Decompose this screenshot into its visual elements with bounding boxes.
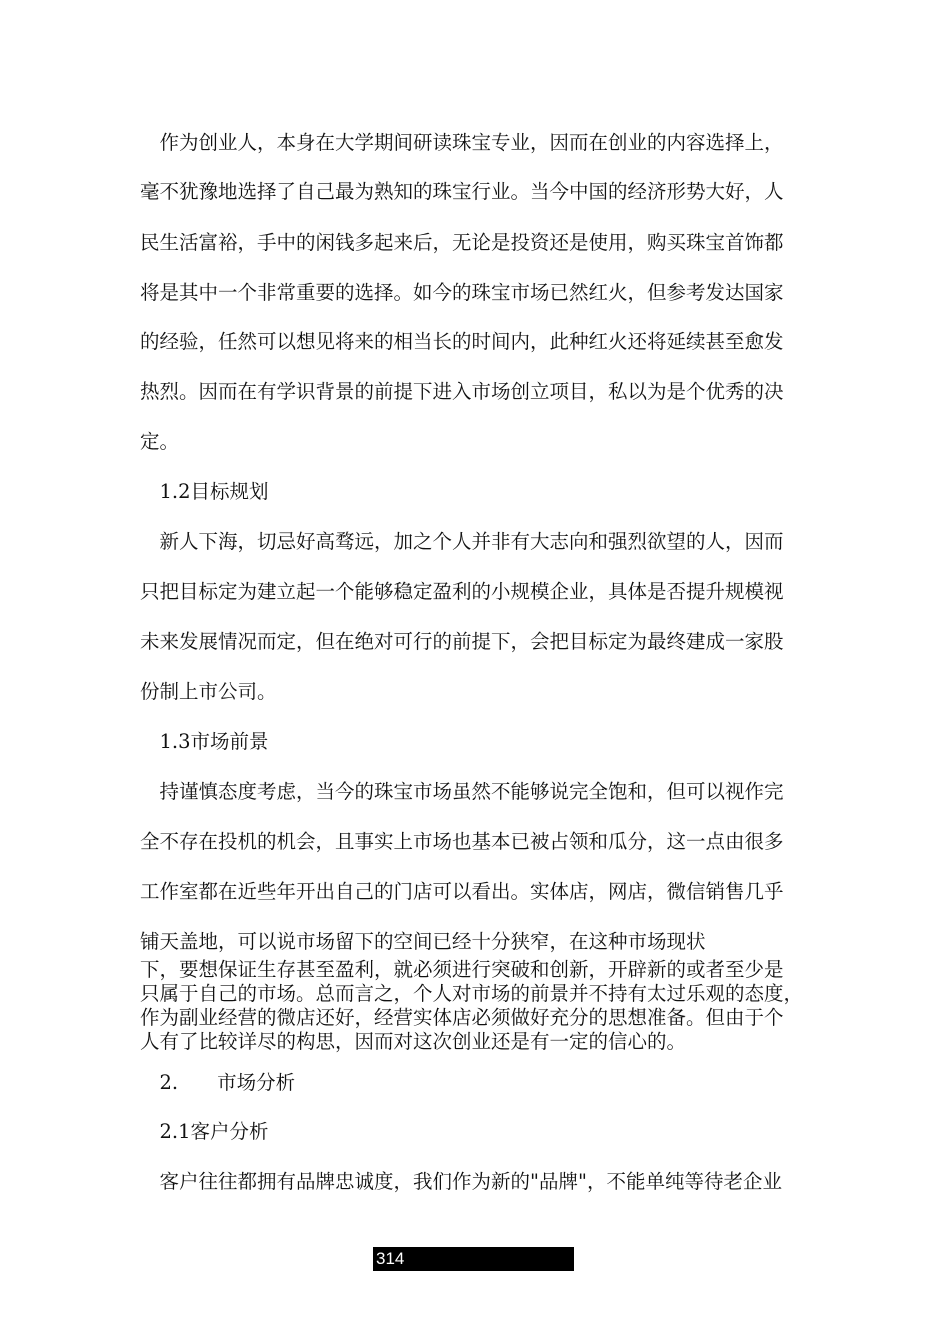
text-line: 全不存在投机的机会，且事实上市场也基本已被占领和瓜分，这一点由很多 (140, 830, 784, 853)
text-line: 定。 (140, 430, 180, 453)
text-line: 将是其中一个非常重要的选择。如今的珠宝市场已然红火，但参考发达国家 (140, 281, 784, 304)
page-number-bar (373, 1247, 574, 1271)
text-line: 持谨慎态度考虑，当今的珠宝市场虽然不能够说完全饱和，但可以视作完 (140, 780, 784, 803)
text-line: 客户往往都拥有品牌忠诚度，我们作为新的"品牌"，不能单纯等待老企业 (140, 1170, 782, 1193)
text-line: 铺天盖地，可以说市场留下的空间已经十分狭窄，在这种市场现状 (140, 930, 706, 953)
text-line: 民生活富裕，手中的闲钱多起来后，无论是投资还是使用，购买珠宝首饰都 (140, 231, 784, 254)
text-line: 新人下海，切忌好高骛远，加之个人并非有大志向和强烈欲望的人，因而 (140, 530, 784, 553)
text-line: 毫不犹豫地选择了自己最为熟知的珠宝行业。当今中国的经济形势大好，人 (140, 180, 784, 203)
text-line: 热烈。因而在有学识背景的前提下进入市场创立项目，私以为是个优秀的决 (140, 380, 784, 403)
text-line: 作为创业人，本身在大学期间研读珠宝专业，因而在创业的内容选择上， (140, 131, 784, 154)
text-line: 未来发展情况而定，但在绝对可行的前提下，会把目标定为最终建成一家股 (140, 630, 784, 653)
text-line: 份制上市公司。 (140, 680, 277, 703)
section-heading: 1.2目标规划 (140, 480, 269, 503)
text-line: 工作室都在近些年开出自己的门店可以看出。实体店，网店，微信销售几乎 (140, 880, 784, 903)
text-line: 只属于自己的市场。总而言之，个人对市场的前景并不持有太过乐观的态度， (140, 982, 804, 1005)
text-line: 作为副业经营的微店还好，经营实体店必须做好充分的思想准备。但由于个 (140, 1006, 784, 1029)
text-line: 人有了比较详尽的构思，因而对这次创业还是有一定的信心的。 (140, 1030, 687, 1053)
section-heading: 2. 市场分析 (140, 1071, 296, 1094)
section-heading: 1.3市场前景 (140, 730, 269, 753)
section-heading: 2.1客户分析 (140, 1120, 269, 1143)
text-line: 只把目标定为建立起一个能够稳定盈利的小规模企业，具体是否提升规模视 (140, 580, 784, 603)
text-line: 下，要想保证生存甚至盈利，就必须进行突破和创新，开辟新的或者至少是 (140, 958, 784, 981)
text-line: 的经验，任然可以想见将来的相当长的时间内，此种红火还将延续甚至愈发 (140, 330, 784, 353)
page-number: 314 (376, 1249, 405, 1268)
